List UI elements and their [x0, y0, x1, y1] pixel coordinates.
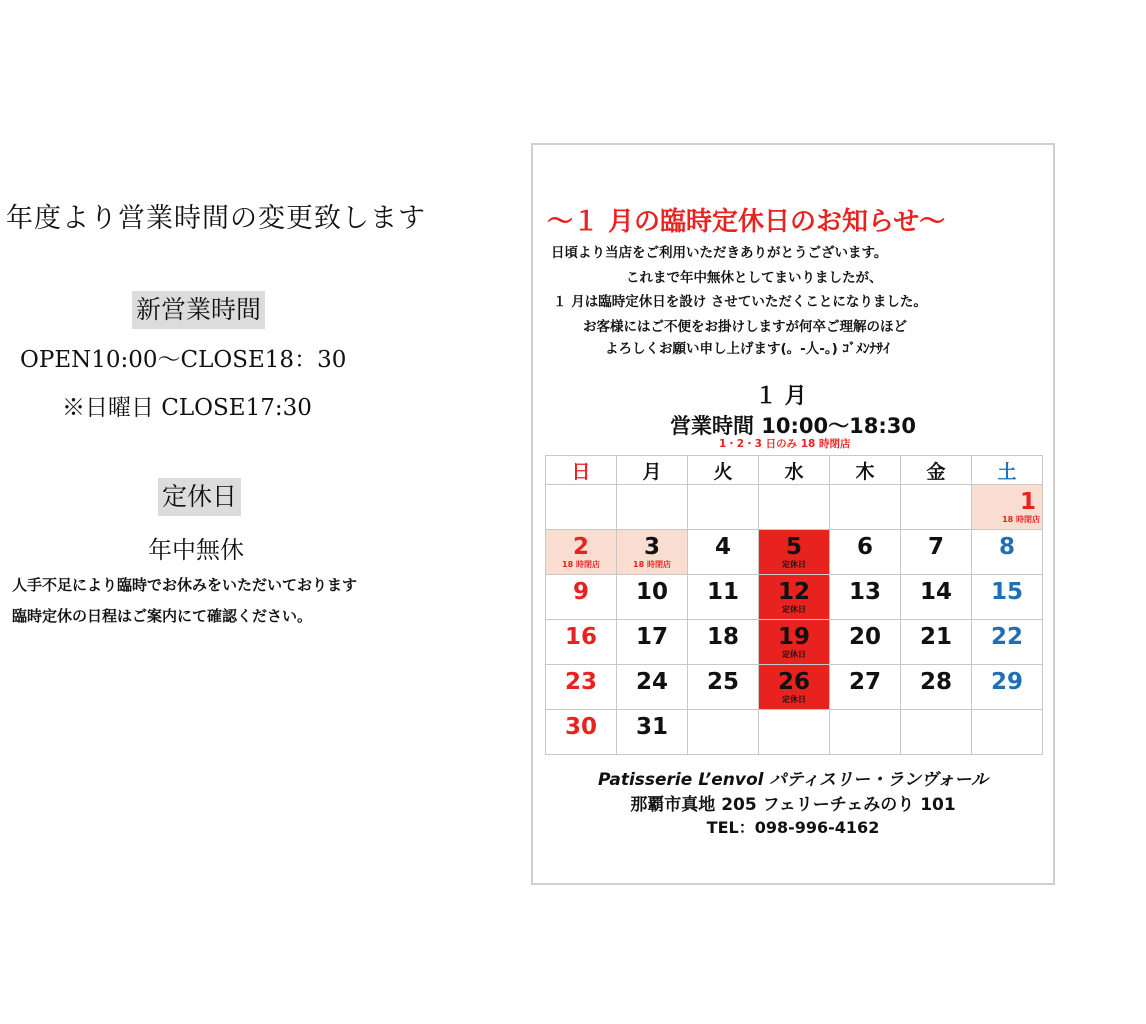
calendar-day-cell	[617, 620, 688, 665]
intro-line-3: １ 月は臨時定休日を設け させていただくことになりました。	[553, 294, 927, 310]
calendar-day-cell	[546, 665, 617, 710]
shop-address: 那覇市真地 205 フェリーチェみのり 101	[630, 795, 956, 815]
day-number: 22	[990, 624, 1023, 650]
note-line-2: 臨時定休の日程はご案内にて確認ください。	[12, 607, 313, 625]
day-number: 19	[777, 624, 810, 650]
calendar-day-cell	[830, 575, 901, 620]
sunday-hours-line: ※日曜日 CLOSE17:30	[62, 395, 312, 421]
day-number: 3	[643, 534, 660, 560]
calendar-empty-cell	[759, 710, 830, 755]
business-hours: 営業時間 10:00～18:30	[670, 414, 917, 438]
calendar-day-cell	[617, 575, 688, 620]
calendar-day-cell	[759, 665, 830, 710]
calendar-empty-cell	[759, 485, 830, 530]
calendar-empty-cell	[546, 485, 617, 530]
calendar-day-cell	[617, 665, 688, 710]
calendar-empty-cell	[688, 485, 759, 530]
left-panel	[0, 0, 520, 1024]
day-number: 31	[635, 714, 668, 740]
calendar-day-cell	[901, 665, 972, 710]
calendar-empty-cell	[901, 485, 972, 530]
hours-line: OPEN10:00～CLOSE18：30	[20, 347, 347, 373]
holiday-label: 定休日	[158, 478, 241, 516]
calendar-day-cell	[972, 575, 1043, 620]
shop-telephone: TEL：098-996-4162	[706, 818, 880, 837]
day-number: 6	[856, 534, 873, 560]
note-line-1: 人手不足により臨時でお休みをいただいております	[12, 576, 358, 594]
calendar-day-cell	[546, 620, 617, 665]
hours-label: 新営業時間	[132, 291, 265, 329]
day-number: 7	[927, 534, 944, 560]
day-number: 24	[635, 669, 668, 695]
weekday-header: 土	[972, 456, 1043, 485]
early-close-tag: 18 時閉店	[562, 560, 600, 569]
calendar-day-cell	[688, 575, 759, 620]
closure-notice-card	[531, 143, 1055, 885]
weekday-header: 金	[901, 456, 972, 485]
intro-line-5: よろしくお願い申し上げます(。-人-。) ｺﾞﾒﾝﾅｻｲ	[605, 341, 890, 357]
intro-line-1: 日頃より当店をご利用いただきありがとうございます。	[551, 245, 888, 261]
weekday-header-row	[546, 456, 1043, 485]
early-close-tag: 18 時閉店	[633, 560, 671, 569]
calendar-empty-cell	[617, 485, 688, 530]
calendar-day-cell	[830, 530, 901, 575]
weekday-header: 月	[617, 456, 688, 485]
calendar-day-cell	[546, 575, 617, 620]
calendar-day-cell	[901, 620, 972, 665]
day-number: 1	[1019, 489, 1036, 515]
day-number: 20	[848, 624, 881, 650]
weekday-header: 水	[759, 456, 830, 485]
calendar-day-cell	[759, 575, 830, 620]
calendar-empty-cell	[972, 710, 1043, 755]
calendar-week-row	[546, 575, 1043, 620]
day-number: 11	[706, 579, 739, 605]
calendar	[545, 455, 1043, 755]
calendar-empty-cell	[830, 710, 901, 755]
day-number: 10	[635, 579, 668, 605]
day-number: 16	[564, 624, 597, 650]
day-number: 8	[998, 534, 1015, 560]
calendar-day-cell	[546, 530, 617, 575]
holiday-value: 年中無休	[148, 536, 244, 564]
calendar-week-row	[546, 485, 1043, 530]
day-number: 4	[714, 534, 731, 560]
weekday-header: 木	[830, 456, 901, 485]
calendar-month: １ 月	[755, 384, 807, 409]
weekday-header: 日	[546, 456, 617, 485]
closed-day-tag: 定休日	[782, 605, 806, 614]
day-number: 28	[919, 669, 952, 695]
day-number: 9	[572, 579, 589, 605]
day-number: 23	[564, 669, 597, 695]
calendar-day-cell	[688, 665, 759, 710]
calendar-day-cell	[688, 620, 759, 665]
day-number: 18	[706, 624, 739, 650]
day-number: 21	[919, 624, 952, 650]
calendar-day-cell	[901, 575, 972, 620]
day-number: 14	[919, 579, 952, 605]
calendar-empty-cell	[901, 710, 972, 755]
shop-name: Patisserie L’envol パティスリー・ランヴォール	[597, 770, 989, 790]
calendar-day-cell	[972, 620, 1043, 665]
calendar-empty-cell	[830, 485, 901, 530]
calendar-day-cell	[617, 710, 688, 755]
calendar-day-cell	[972, 485, 1043, 530]
notice-title: ～１ 月の臨時定休日のお知らせ～	[547, 207, 946, 237]
intro-line-4: お客様にはご不便をお掛けしますが何卒ご理解のほど	[583, 319, 907, 335]
day-number: 25	[706, 669, 739, 695]
headline: 年度より営業時間の変更致します	[6, 203, 426, 234]
day-number: 2	[572, 534, 589, 560]
weekday-header: 火	[688, 456, 759, 485]
calendar-day-cell	[830, 620, 901, 665]
day-number: 15	[990, 579, 1023, 605]
day-number: 27	[848, 669, 881, 695]
day-number: 30	[564, 714, 597, 740]
early-close-note: 1・2・3 日のみ 18 時閉店	[719, 438, 851, 450]
calendar-week-row	[546, 665, 1043, 710]
calendar-day-cell	[546, 710, 617, 755]
calendar-week-row	[546, 620, 1043, 665]
day-number: 29	[990, 669, 1023, 695]
calendar-day-cell	[759, 530, 830, 575]
day-number: 26	[777, 669, 810, 695]
calendar-day-cell	[972, 665, 1043, 710]
closed-day-tag: 定休日	[782, 560, 806, 569]
intro-line-2: これまで年中無休としてまいりましたが、	[626, 270, 883, 286]
calendar-week-row	[546, 710, 1043, 755]
day-number: 5	[785, 534, 802, 560]
calendar-day-cell	[688, 530, 759, 575]
early-close-tag: 18 時閉店	[1002, 515, 1040, 524]
calendar-day-cell	[759, 620, 830, 665]
day-number: 17	[635, 624, 668, 650]
calendar-week-row	[546, 530, 1043, 575]
calendar-day-cell	[972, 530, 1043, 575]
closed-day-tag: 定休日	[782, 695, 806, 704]
day-number: 12	[777, 579, 810, 605]
closed-day-tag: 定休日	[782, 650, 806, 659]
day-number: 13	[848, 579, 881, 605]
calendar-day-cell	[617, 530, 688, 575]
calendar-empty-cell	[688, 710, 759, 755]
calendar-day-cell	[901, 530, 972, 575]
calendar-day-cell	[830, 665, 901, 710]
